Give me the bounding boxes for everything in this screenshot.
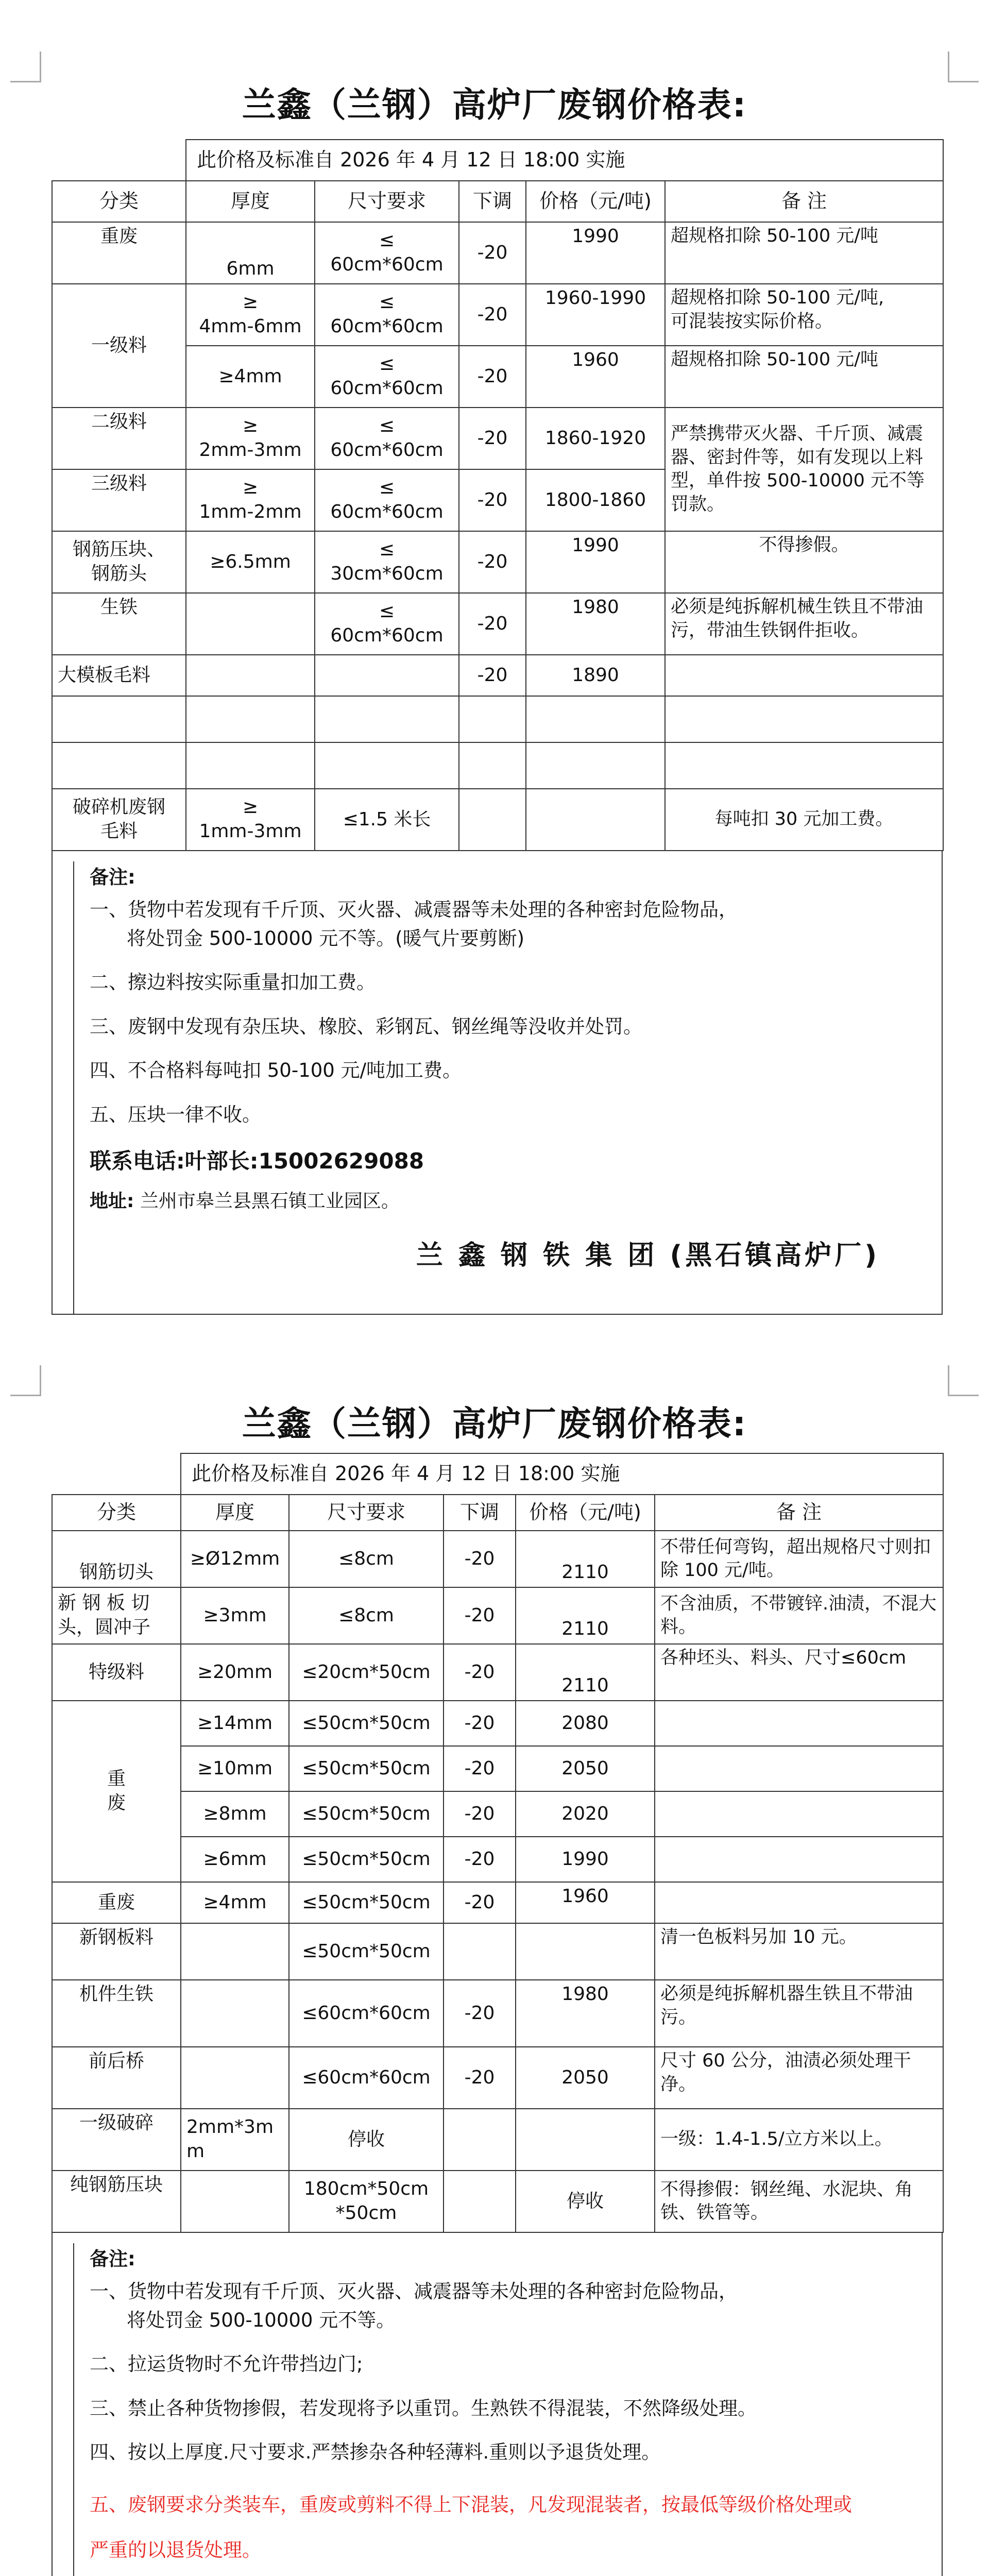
- table-row: [52, 2109, 943, 2171]
- price-cell: [516, 2109, 655, 2171]
- price-cell: 1860-1920: [526, 408, 665, 469]
- price-table: [52, 139, 944, 851]
- category-cell: 大模板毛料: [52, 655, 186, 696]
- size-cell: ≤8cm: [289, 1531, 444, 1587]
- adjust-cell: -20: [459, 469, 526, 531]
- table-row: [52, 531, 943, 593]
- remark-item: 五、压块一律不收。: [90, 1103, 261, 1126]
- remarks-section: [52, 851, 943, 1315]
- price-cell: 2110: [516, 1644, 655, 1701]
- thickness-cell: [186, 655, 315, 696]
- table-row: [52, 222, 943, 284]
- thickness-cell: ≥ 1mm-2mm: [186, 469, 315, 531]
- size-cell: ≤60cm*60cm: [289, 1980, 444, 2047]
- adjust-cell: [459, 789, 526, 851]
- adjust-cell: -20: [459, 346, 526, 408]
- price-cell: 2050: [516, 1746, 655, 1791]
- size-cell: [315, 655, 459, 696]
- remark-item: 四、不合格料每吨扣 50-100 元/吨加工费。: [90, 1059, 462, 1081]
- adjust-cell: -20: [459, 222, 526, 284]
- adjust-cell: -20: [444, 2047, 516, 2109]
- price-cell: 1890: [526, 655, 665, 696]
- address: 地址: 兰州市皋兰县黑石镇工业园区。: [90, 1191, 400, 1212]
- col-header: 厚度: [181, 1495, 289, 1531]
- thickness-cell: ≥6.5mm: [186, 531, 315, 593]
- price-cell: [516, 1923, 655, 1980]
- crop-mark: [10, 1365, 41, 1396]
- thickness-cell: [181, 1980, 289, 2047]
- size-cell: ≤8cm: [289, 1587, 444, 1644]
- adjust-cell: -20: [459, 593, 526, 655]
- price-cell: 2050: [516, 2047, 655, 2109]
- note-cell: 超规格扣除 50-100 元/吨: [665, 222, 943, 284]
- size-cell: ≤ 60cm*60cm: [315, 408, 459, 469]
- category-cell: 二级料: [52, 408, 186, 469]
- adjust-cell: -20: [459, 284, 526, 346]
- category-cell: 新钢板料: [52, 1923, 181, 1980]
- category-cell: 三级料: [52, 469, 186, 531]
- col-header: 分类: [52, 1495, 181, 1531]
- thickness-cell: ≥20mm: [181, 1644, 289, 1701]
- size-cell: ≤ 30cm*60cm: [315, 531, 459, 593]
- note-cell: 必须是纯拆解机械生铁且不带油污，带油生铁钢件拒收。: [665, 593, 943, 655]
- size-cell: ≤50cm*50cm: [289, 1746, 444, 1791]
- adjust-cell: -20: [459, 655, 526, 696]
- thickness-cell: ≥3mm: [181, 1587, 289, 1644]
- price-cell: 1960-1990: [526, 284, 665, 346]
- sheet-title: 兰鑫（兰钢）高炉厂废钢价格表:: [242, 1404, 747, 1444]
- adjust-cell: -20: [444, 1746, 516, 1791]
- thickness-cell: ≥Ø12mm: [181, 1531, 289, 1587]
- note-cell: 清一色板料另加 10 元。: [655, 1923, 943, 1980]
- category-cell: 破碎机废钢 毛料: [52, 789, 186, 851]
- thickness-cell: ≥6mm: [181, 1837, 289, 1882]
- table-row: [52, 789, 943, 851]
- col-header: 尺寸要求: [315, 181, 459, 222]
- table-row: [52, 1531, 943, 1587]
- size-cell: ≤50cm*50cm: [289, 1701, 444, 1746]
- thickness-cell: ≥4mm: [181, 1882, 289, 1923]
- table-row: [52, 1882, 943, 1923]
- col-header: 备 注: [655, 1495, 943, 1531]
- adjust-cell: -20: [444, 1701, 516, 1746]
- category-cell: 生铁: [52, 593, 186, 655]
- size-cell: ≤ 60cm*60cm: [315, 284, 459, 346]
- table-row: [52, 1701, 943, 1746]
- note-cell: 超规格扣除 50-100 元/吨: [665, 346, 943, 408]
- price-cell: 1980: [526, 593, 665, 655]
- note-cell: 不带任何弯钩，超出规格尺寸则扣除 100 元/吨。: [655, 1531, 943, 1587]
- remark-item: 三、废钢中发现有杂压块、橡胶、彩钢瓦、钢丝绳等没收并处罚。: [90, 1015, 642, 1038]
- remark-item-warning: 五、废钢要求分类装车，重废或剪料不得上下混装，凡发现混装者，按最低等级价格处理或 严重的以退货处理。: [90, 2493, 852, 2562]
- price-cell: 2110: [516, 1587, 655, 1644]
- table-row: [52, 1837, 943, 1882]
- category-cell: 钢筋切头: [52, 1531, 181, 1587]
- size-cell: ≤50cm*50cm: [289, 1791, 444, 1837]
- category-cell: 特级料: [52, 1644, 181, 1701]
- table-row: [52, 1746, 943, 1791]
- note-cell: 一级：1.4-1.5/立方米以上。: [655, 2109, 943, 2171]
- price-cell: 1800-1860: [526, 469, 665, 531]
- category-cell: 机件生铁: [52, 1980, 181, 2047]
- price-cell: 1990: [516, 1837, 655, 1882]
- size-cell: ≤ 60cm*60cm: [315, 346, 459, 408]
- note-cell: 严禁携带灭火器、千斤顶、减震器、密封件等，如有发现以上料型，单件按 500-10000 元不等罚款。: [665, 408, 943, 531]
- thickness-cell: [181, 2047, 289, 2109]
- table-row: [52, 346, 943, 408]
- note-cell: 超规格扣除 50-100 元/吨, 可混装按实际价格。: [665, 284, 943, 346]
- remark-item: 一、货物中若发现有千斤顶、灭火器、减震器等未处理的各种密封危险物品， 将处罚金 500-10000 元不等。: [90, 2280, 738, 2331]
- price-cell: 1960: [516, 1882, 655, 1923]
- thickness-cell: 6mm: [186, 222, 315, 284]
- col-header: 尺寸要求: [289, 1495, 444, 1531]
- price-cell: 1960: [526, 346, 665, 408]
- category-cell: 重废: [52, 1882, 181, 1923]
- category-cell: 钢筋压块、 钢筋头: [52, 531, 186, 593]
- price-cell: 1990: [526, 222, 665, 284]
- note-cell: 不得掺假。: [665, 531, 943, 593]
- table-row: [52, 1587, 943, 1644]
- effective-date: 此价格及标准自 2026 年 4 月 12 日 18:00 实施: [186, 140, 943, 181]
- remark-item: 一、货物中若发现有千斤顶、灭火器、减震器等未处理的各种密封危险物品， 将处罚金 500-10000 元不等。(暖气片要剪断): [90, 899, 738, 950]
- price-cell: 2080: [516, 1701, 655, 1746]
- category-cell: 新 钢 板 切头，圆冲子: [52, 1587, 181, 1644]
- thickness-cell: ≥8mm: [181, 1791, 289, 1837]
- table-row: [52, 408, 943, 469]
- table-row: [52, 284, 943, 346]
- price-table: [52, 1453, 944, 2233]
- size-cell: 停收: [289, 2109, 444, 2171]
- adjust-cell: -20: [444, 1837, 516, 1882]
- price-cell: 1980: [516, 1980, 655, 2047]
- thickness-cell: [181, 1923, 289, 1980]
- remarks-section: [52, 2233, 943, 2576]
- size-cell: ≤ 60cm*60cm: [315, 469, 459, 531]
- size-cell: ≤50cm*50cm: [289, 1923, 444, 1980]
- col-header: 价格（元/吨): [526, 181, 665, 222]
- remark-item: 四、按以上厚度.尺寸要求.严禁掺杂各种轻薄料.重则以予退货处理。: [90, 2441, 661, 2463]
- col-header: 分类: [52, 181, 186, 222]
- size-cell: ≤20cm*50cm: [289, 1644, 444, 1701]
- thickness-cell: [186, 593, 315, 655]
- adjust-cell: -20: [444, 1587, 516, 1644]
- contact-phone: 联系电话:叶部长:15002629088: [90, 1148, 424, 1174]
- category-cell: 纯钢筋压块: [52, 2171, 181, 2232]
- col-header: 下调: [459, 181, 526, 222]
- adjust-cell: [444, 2109, 516, 2171]
- price-cell: 停收: [516, 2171, 655, 2232]
- adjust-cell: -20: [444, 1791, 516, 1837]
- col-header: 备 注: [665, 181, 943, 222]
- col-header: 价格（元/吨): [516, 1495, 655, 1531]
- adjust-cell: -20: [444, 1644, 516, 1701]
- remarks-title: 备注:: [90, 866, 135, 888]
- size-cell: ≤50cm*50cm: [289, 1837, 444, 1882]
- col-header: 下调: [444, 1495, 516, 1531]
- thickness-cell: ≥10mm: [181, 1746, 289, 1791]
- thickness-cell: ≥ 1mm-3mm: [186, 789, 315, 851]
- note-cell: 必须是纯拆解机器生铁且不带油污。: [655, 1980, 943, 2047]
- table-row: [52, 1791, 943, 1837]
- table-row: [52, 1980, 943, 2047]
- remarks-title: 备注:: [90, 2248, 135, 2270]
- note-cell: 尺寸 60 公分，油渍必须处理干净。: [655, 2047, 943, 2109]
- adjust-cell: [444, 1923, 516, 1980]
- adjust-cell: -20: [444, 1531, 516, 1587]
- price-sheet-2: [0, 1365, 989, 2576]
- note-cell: [665, 655, 943, 696]
- price-cell: [526, 789, 665, 851]
- table-row: [52, 593, 943, 655]
- note-cell: 每吨扣 30 元加工费。: [665, 789, 943, 851]
- category-cell: 一级破碎: [52, 2109, 181, 2171]
- remark-item: 二、擦边料按实际重量扣加工费。: [90, 971, 376, 993]
- thickness-cell: [181, 2171, 289, 2232]
- table-row: [52, 2171, 943, 2232]
- thickness-cell: ≥4mm: [186, 346, 315, 408]
- adjust-cell: -20: [444, 1882, 516, 1923]
- category-cell: 重废: [52, 222, 186, 284]
- size-cell: ≤ 60cm*60cm: [315, 593, 459, 655]
- table-row: [52, 1644, 943, 1701]
- thickness-cell: ≥ 2mm-3mm: [186, 408, 315, 469]
- table-row: [52, 655, 943, 696]
- price-cell: 2020: [516, 1791, 655, 1837]
- size-cell: 180cm*50cm *50cm: [289, 2171, 444, 2232]
- price-cell: 2110: [516, 1531, 655, 1587]
- crop-mark: [948, 1365, 979, 1396]
- thickness-cell: ≥ 4mm-6mm: [186, 284, 315, 346]
- remark-item: 二、拉运货物时不允许带挡边门;: [90, 2353, 363, 2375]
- company-signature: 兰 鑫 钢 铁 集 团 (黑石镇高炉厂): [416, 1240, 880, 1271]
- price-cell: 1990: [526, 531, 665, 593]
- adjust-cell: -20: [459, 531, 526, 593]
- category-cell: 一级料: [52, 284, 186, 408]
- category-cell: 前后桥: [52, 2047, 181, 2109]
- note-cell: 各种坯头、料头、尺寸≤60cm: [655, 1644, 943, 1701]
- size-cell: ≤1.5 米长: [315, 789, 459, 851]
- remark-item: 三、禁止各种货物掺假，若发现将予以重罚。生熟铁不得混装，不然降级处理。: [90, 2397, 757, 2419]
- table-row: [52, 742, 943, 789]
- thickness-cell: ≥14mm: [181, 1701, 289, 1746]
- note-cell: 不得掺假：钢丝绳、水泥块、角铁、铁管等。: [655, 2171, 943, 2232]
- size-cell: ≤60cm*60cm: [289, 2047, 444, 2109]
- note-cell: 不含油质，不带镀锌.油渍，不混大料。: [655, 1587, 943, 1644]
- table-row: [52, 2047, 943, 2109]
- table-row: [52, 1923, 943, 1980]
- thickness-cell: 2mm*3mm: [181, 2109, 289, 2171]
- effective-date: 此价格及标准自 2026 年 4 月 12 日 18:00 实施: [181, 1453, 943, 1495]
- col-header: 厚度: [186, 181, 315, 222]
- category-cell: 重 废: [52, 1701, 181, 1882]
- adjust-cell: -20: [444, 1980, 516, 2047]
- sheet-title: 兰鑫（兰钢）高炉厂废钢价格表:: [242, 85, 747, 125]
- adjust-cell: [444, 2171, 516, 2232]
- adjust-cell: -20: [459, 408, 526, 469]
- size-cell: ≤50cm*50cm: [289, 1882, 444, 1923]
- size-cell: ≤ 60cm*60cm: [315, 222, 459, 284]
- table-row: [52, 696, 943, 742]
